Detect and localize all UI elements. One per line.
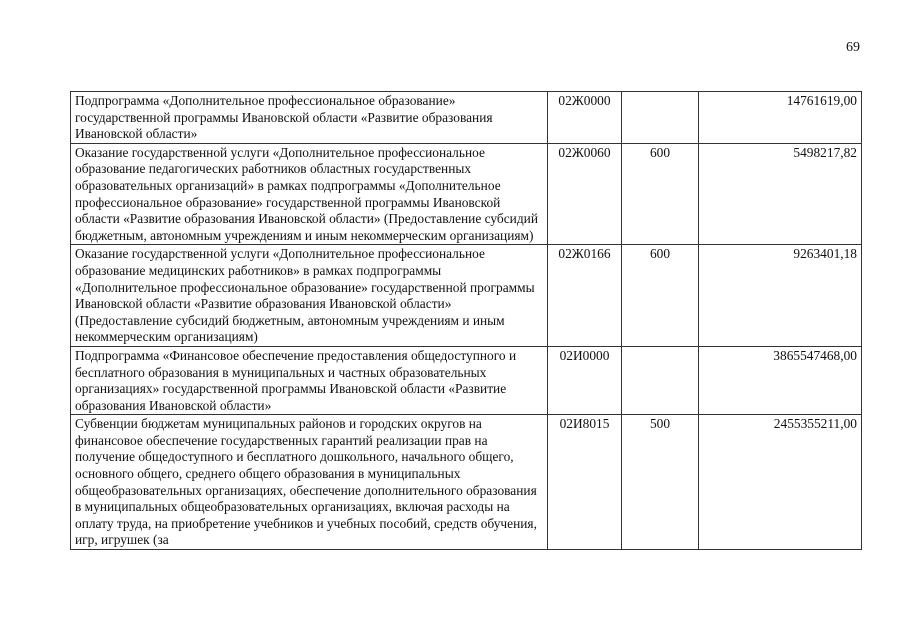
row-amount: 9263401,18	[699, 245, 862, 347]
row-name: Оказание государственной услуги «Дополнительное профессиональное образование педагогических работников областных государственных образовательных организаций» в рамках подпрограммы «Дополнительное профессиональное образование» государственной программы Ивановской области «Развитие образования Ивановской области» (Предоставление субсидий бюджетным, автономным учреждениям и иным некоммерческим организациям)	[71, 143, 548, 245]
page-number: 69	[846, 40, 860, 55]
table-row	[71, 245, 862, 347]
row-target-code: 02И0000	[548, 346, 622, 414]
row-amount: 2455355211,00	[699, 415, 862, 550]
row-expense-type: 600	[622, 245, 699, 347]
row-name: Субвенции бюджетам муниципальных районов и городских округов на финансовое обеспечение государственных гарантий реализации прав на получение общедоступного и бесплатного дошкольного, начального общего, основного общего, среднего общего образования в муниципальных общеобразовательных организациях, обеспечение дополнительного образования в муниципальных общеобразовательных организациях, включая расходы на оплату труда, на приобретение учебников и учебных пособий, средств обучения, игр, игрушек (за	[71, 415, 548, 550]
row-expense-type: 600	[622, 143, 699, 245]
row-amount: 14761619,00	[699, 92, 862, 144]
row-amount: 5498217,82	[699, 143, 862, 245]
row-expense-type	[622, 92, 699, 144]
row-expense-type	[622, 346, 699, 414]
row-target-code: 02Ж0060	[548, 143, 622, 245]
row-expense-type: 500	[622, 415, 699, 550]
row-name: Подпрограмма «Финансовое обеспечение предоставления общедоступного и бесплатного образования в муниципальных и частных образовательных организациях» государственной программы Ивановской области «Развитие образования Ивановской области»	[71, 346, 548, 414]
row-amount: 3865547468,00	[699, 346, 862, 414]
table-row	[71, 143, 862, 245]
table-row	[71, 415, 862, 550]
row-target-code: 02И8015	[548, 415, 622, 550]
table-row	[71, 346, 862, 414]
table-row	[71, 92, 862, 144]
budget-table	[70, 91, 862, 550]
row-target-code: 02Ж0000	[548, 92, 622, 144]
row-target-code: 02Ж0166	[548, 245, 622, 347]
row-name: Подпрограмма «Дополнительное профессиональное образование» государственной программы Ивановской области «Развитие образования Ивановской области»	[71, 92, 548, 144]
row-name: Оказание государственной услуги «Дополнительное профессиональное образование медицинских работников» в рамках подпрограммы «Дополнительное профессиональное образование» государственной программы Ивановской области «Развитие образования Ивановской области» (Предоставление субсидий бюджетным, автономным учреждениям и иным некоммерческим организациям)	[71, 245, 548, 347]
